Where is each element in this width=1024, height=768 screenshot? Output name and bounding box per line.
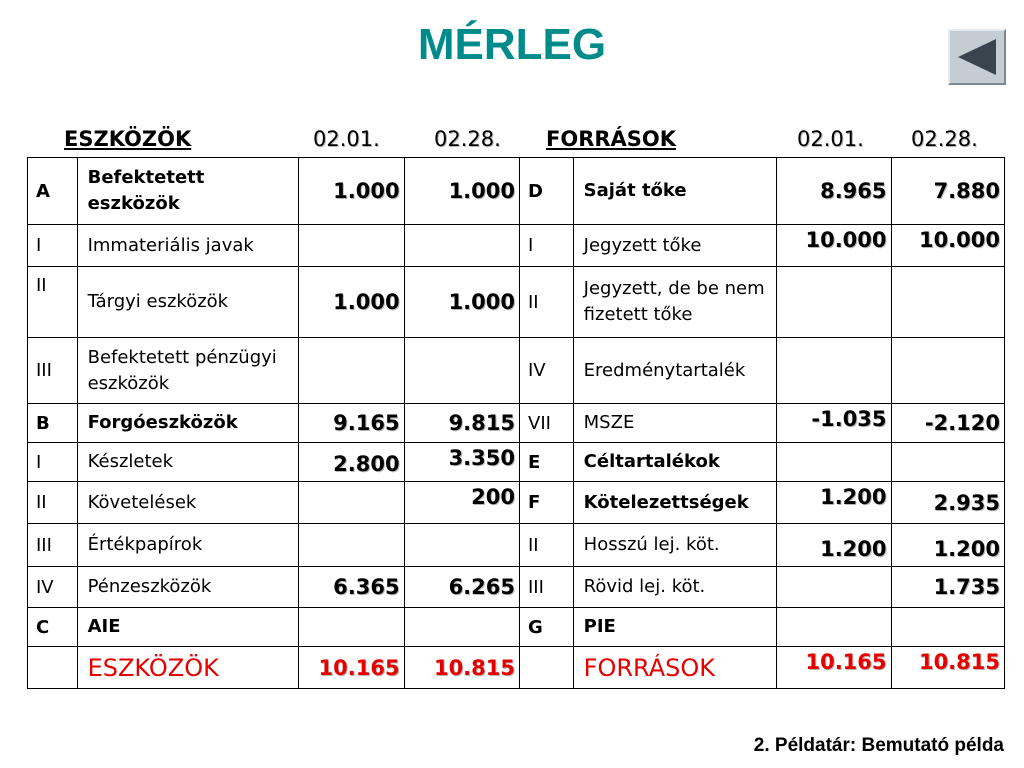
page-title: MÉRLEG (417, 20, 607, 69)
asset-value-1 (299, 225, 404, 267)
asset-label: AIE (77, 608, 299, 647)
liability-code: D (520, 158, 574, 225)
asset-value-2: 1.000 (404, 158, 519, 225)
asset-value-2 (404, 608, 519, 647)
liability-label: Kötelezettségek (573, 482, 776, 524)
asset-value-1: 6.365 (299, 567, 404, 608)
liability-value-1: 1.200 (777, 482, 891, 524)
liability-label: Hosszú lej. köt. (573, 524, 776, 567)
asset-value-2: 200 (404, 482, 519, 524)
asset-value-1 (299, 608, 404, 647)
liability-value-1: 1.200 (777, 524, 891, 567)
balance-sheet-table (27, 157, 1005, 689)
asset-value-1: 9.165 (299, 404, 404, 443)
asset-code: I (28, 443, 78, 482)
table-row (28, 404, 1005, 443)
liability-value-2: 2.935 (891, 482, 1004, 524)
assets-date1: 02.01. (313, 127, 380, 151)
asset-code: III (28, 338, 78, 404)
asset-code: I (28, 225, 78, 267)
liability-label: PIE (573, 608, 776, 647)
liability-code: IV (520, 338, 574, 404)
liability-code: II (520, 524, 574, 567)
asset-value-1: 1.000 (299, 267, 404, 338)
back-button[interactable] (948, 29, 1006, 85)
table-row (28, 443, 1005, 482)
back-arrow-icon (954, 35, 1000, 79)
liability-value-1 (777, 443, 891, 482)
asset-label: Követelések (77, 482, 299, 524)
asset-label: Immateriális javak (77, 225, 299, 267)
asset-value-1 (299, 482, 404, 524)
footer-caption: 2. Példatár: Bemutató példa (753, 735, 1004, 756)
asset-label: Befektetett eszközök (77, 158, 299, 225)
liabilities-date1: 02.01. (797, 127, 864, 151)
asset-code: B (28, 404, 78, 443)
assets-total-2: 10.815 (404, 647, 519, 689)
asset-value-1 (299, 338, 404, 404)
liability-value-1: 10.000 (777, 225, 891, 267)
table-row (28, 338, 1005, 404)
asset-code: III (28, 524, 78, 567)
asset-code: C (28, 608, 78, 647)
asset-code: II (28, 267, 78, 338)
liability-code: E (520, 443, 574, 482)
liability-value-2 (891, 608, 1004, 647)
liability-value-1 (777, 567, 891, 608)
asset-value-1: 1.000 (299, 158, 404, 225)
table-row (28, 608, 1005, 647)
liabilities-date2: 02.28. (911, 127, 978, 151)
liability-code: G (520, 608, 574, 647)
liability-value-2: 1.735 (891, 567, 1004, 608)
asset-value-1: 2.800 (299, 443, 404, 482)
table-row (28, 267, 1005, 338)
liability-value-1 (777, 608, 891, 647)
asset-label: Forgóeszközök (77, 404, 299, 443)
liability-code (520, 647, 574, 689)
asset-label: Pénzeszközök (77, 567, 299, 608)
liability-label: Jegyzett, de be nem fizetett tőke (573, 267, 776, 338)
table-row (28, 225, 1005, 267)
liability-code: F (520, 482, 574, 524)
asset-code (28, 647, 78, 689)
liability-value-2 (891, 443, 1004, 482)
liability-label: Céltartalékok (573, 443, 776, 482)
liability-code: III (520, 567, 574, 608)
table-row (28, 482, 1005, 524)
asset-label: Befektetett pénzügyi eszközök (77, 338, 299, 404)
liability-label: MSZE (573, 404, 776, 443)
asset-value-2 (404, 338, 519, 404)
asset-value-2: 9.815 (404, 404, 519, 443)
table-row (28, 524, 1005, 567)
assets-date2: 02.28. (434, 127, 501, 151)
asset-value-2: 1.000 (404, 267, 519, 338)
liability-label: Saját tőke (573, 158, 776, 225)
asset-label: Készletek (77, 443, 299, 482)
liability-value-1 (777, 338, 891, 404)
assets-header: ESZKÖZÖK (64, 127, 192, 151)
liability-value-1 (777, 267, 891, 338)
asset-label: Tárgyi eszközök (77, 267, 299, 338)
liability-label: Rövid lej. köt. (573, 567, 776, 608)
liabilities-total-label: FORRÁSOK (573, 647, 776, 689)
liability-value-2 (891, 267, 1004, 338)
liability-code: I (520, 225, 574, 267)
liability-value-1: 8.965 (777, 158, 891, 225)
liabilities-total-1: 10.165 (777, 647, 891, 689)
asset-code: A (28, 158, 78, 225)
table-row (28, 158, 1005, 225)
liabilities-total-2: 10.815 (891, 647, 1004, 689)
asset-value-2 (404, 524, 519, 567)
liability-value-2: -2.120 (891, 404, 1004, 443)
asset-label: Értékpapírok (77, 524, 299, 567)
table-row-totals (28, 647, 1005, 689)
liability-value-2 (891, 338, 1004, 404)
liability-value-2: 1.200 (891, 524, 1004, 567)
assets-total-1: 10.165 (299, 647, 404, 689)
liability-value-2: 10.000 (891, 225, 1004, 267)
asset-code: II (28, 482, 78, 524)
asset-code: IV (28, 567, 78, 608)
assets-total-label: ESZKÖZÖK (77, 647, 299, 689)
liabilities-header: FORRÁSOK (546, 127, 677, 151)
asset-value-1 (299, 524, 404, 567)
liability-value-1: -1.035 (777, 404, 891, 443)
liability-code: VII (520, 404, 574, 443)
asset-value-2: 6.265 (404, 567, 519, 608)
asset-value-2: 3.350 (404, 443, 519, 482)
table-row (28, 567, 1005, 608)
liability-label: Eredménytartalék (573, 338, 776, 404)
asset-value-2 (404, 225, 519, 267)
liability-code: II (520, 267, 574, 338)
liability-label: Jegyzett tőke (573, 225, 776, 267)
liability-value-2: 7.880 (891, 158, 1004, 225)
